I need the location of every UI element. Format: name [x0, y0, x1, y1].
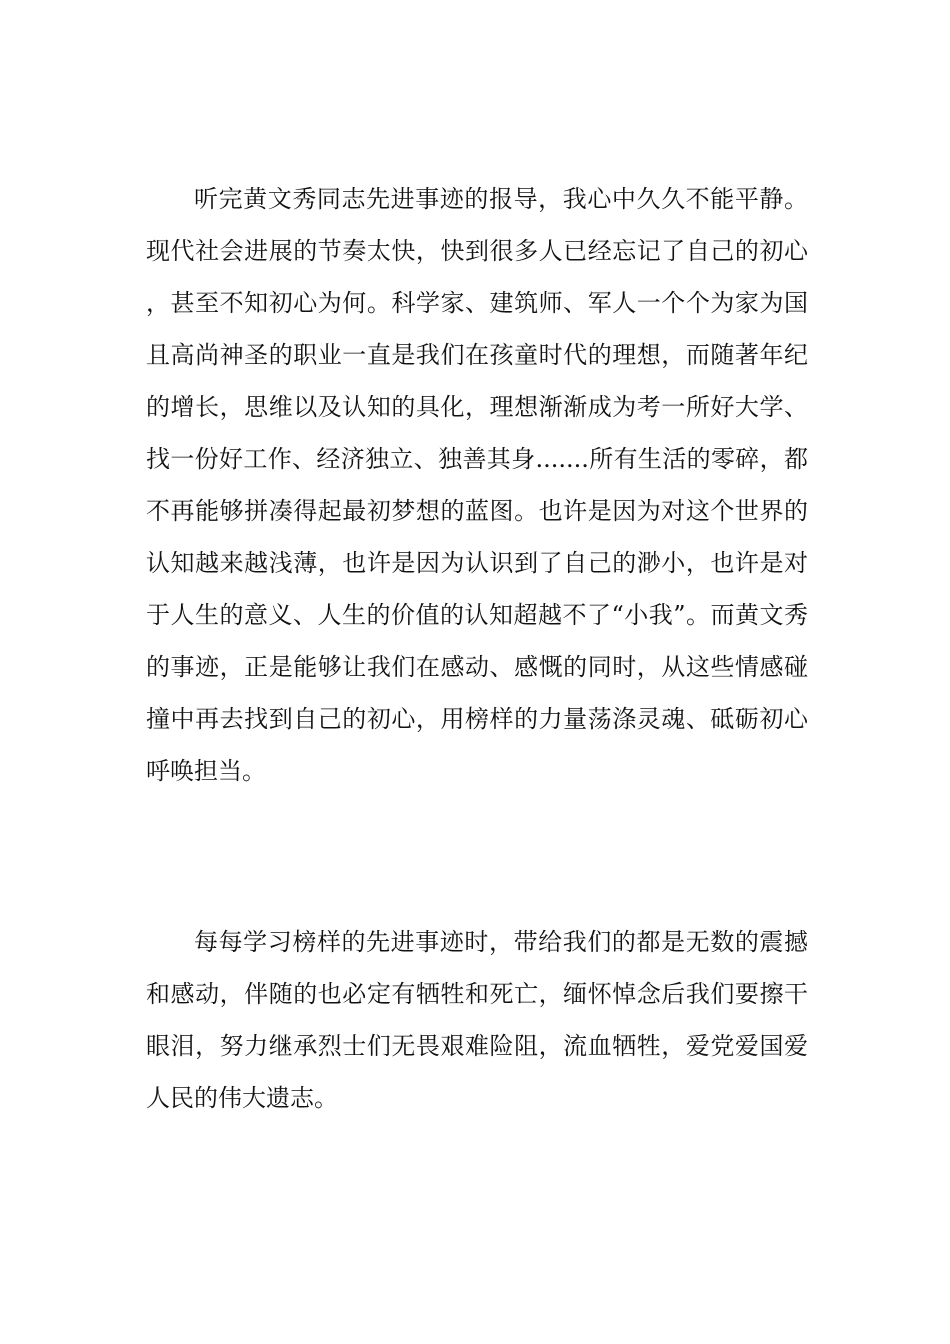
paragraph-2: 每每学习榜样的先进事迹时，带给我们的都是无数的震撼和感动，伴随的也必定有牺牲和死亡，缅怀悼念后我们要擦干眼泪，努力继承烈士们无畏艰难险阻，流血牺牲，爱党爱国爱人民的伟大遗志。 — [146, 928, 808, 1112]
paragraph-1: 听完黄文秀同志先进事迹的报导，我心中久久不能平静。现代社会进展的节奏太快，快到很多人已经忘记了自己的初心，甚至不知初心为何。科学家、建筑师、军人一个个为家为国且高尚神圣的职业一直是我们在孩童时代的理想，而随著年纪的增长，思维以及认知的具化，理想渐渐成为考一所好大学、找一份好工作、经济独立、独善其身.......所有生活的零碎，都不再能够拼凑得起最初梦想的蓝图。也许是因为对这个世界的认知越来越浅薄，也许是因为认识到了自己的渺小，也许是对于人生的意义、人生的价值的认知超越不了“小我”。而黄文秀的事迹，正是能够让我们在感动、感慨的同时，从这些情感碰撞中再去找到自己的初心，用榜样的力量荡涤灵魂、砥砺初心呼唤担当。 — [146, 185, 808, 785]
